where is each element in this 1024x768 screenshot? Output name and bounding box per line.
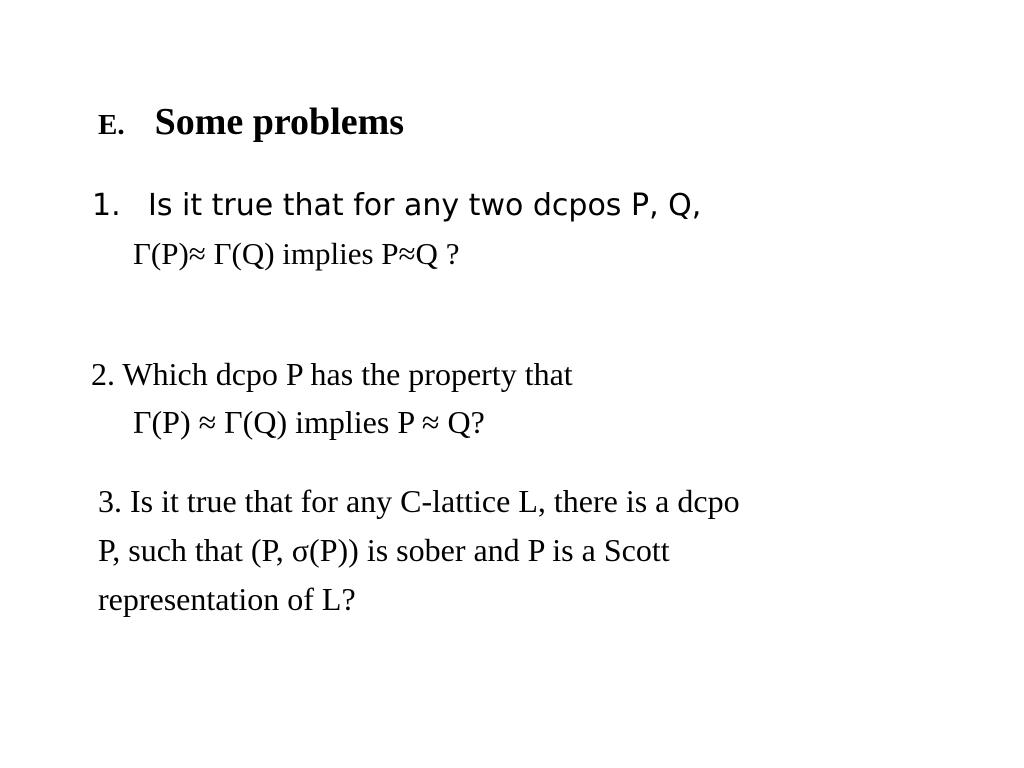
problem-1-number: 1. — [92, 188, 121, 223]
problem-3-line-3: representation of L? — [98, 581, 356, 617]
problem-2-line-1: 2. Which dcpo P has the property that — [91, 356, 573, 392]
problem-1-line-1: Is it true that for any two dcpos P, Q, — [148, 188, 702, 223]
title-text: Some problems — [154, 101, 405, 143]
problem-1-line-2: Γ(P)≈ Γ(Q) implies P≈Q ? — [133, 236, 460, 271]
section-letter: E. — [98, 109, 125, 141]
problem-3-line-1: 3. Is it true that for any C-lattice L, there is a dcpo — [98, 483, 740, 519]
slide-title — [98, 100, 404, 144]
problem-3-line-2: P, such that (P, σ(P)) is sober and P is a Scott — [98, 532, 670, 568]
problem-2-line-2: Γ(P) ≈ Γ(Q) implies P ≈ Q? — [133, 404, 485, 440]
